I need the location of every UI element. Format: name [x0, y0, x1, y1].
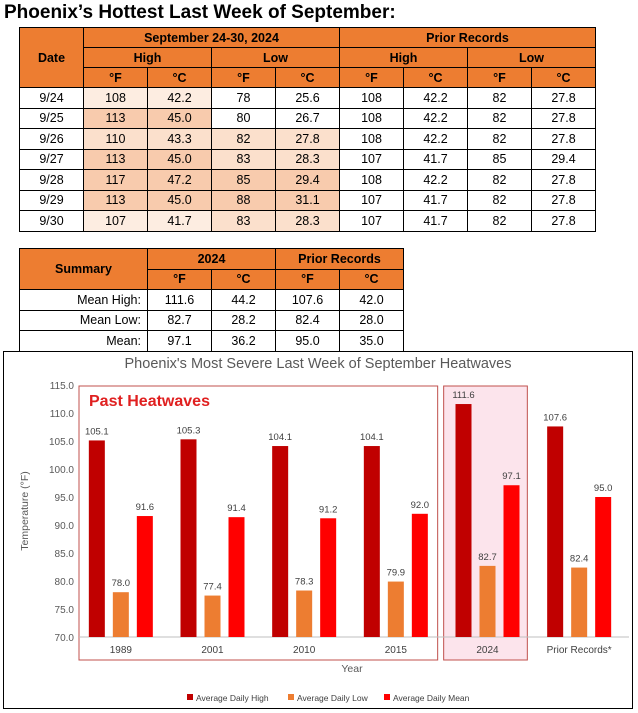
value-cell: 78	[212, 88, 276, 109]
unit-c-header: °C	[212, 269, 276, 290]
value-cell: 27.8	[532, 211, 596, 232]
summary-row	[20, 310, 404, 331]
summary-value: 36.2	[212, 331, 276, 352]
value-cell: 42.2	[404, 88, 468, 109]
summary-value: 95.0	[276, 331, 340, 352]
value-cell: 108	[340, 108, 404, 129]
legend-label: Average Daily Low	[297, 693, 368, 703]
table-row	[20, 170, 596, 191]
unit-f-header: °F	[340, 68, 404, 88]
value-cell: 41.7	[404, 190, 468, 211]
legend-label: Average Daily High	[196, 693, 269, 703]
value-cell: 82	[468, 129, 532, 150]
value-cell: 107	[340, 211, 404, 232]
bar	[456, 404, 472, 637]
value-cell: 27.8	[532, 190, 596, 211]
value-cell: 88	[212, 190, 276, 211]
x-tick-label: 1989	[109, 645, 132, 656]
summary-value: 28.0	[340, 310, 404, 331]
bar	[89, 440, 105, 637]
date-cell: 9/26	[20, 129, 84, 150]
data-label: 92.0	[410, 499, 430, 511]
data-label: 78.0	[111, 578, 131, 590]
bar	[272, 446, 288, 637]
summary-prior-header: Prior Records	[276, 249, 404, 270]
summary-value: 35.0	[340, 331, 404, 352]
unit-c-header: °C	[532, 68, 596, 88]
value-cell: 31.1	[276, 190, 340, 211]
summary-header: Summary	[20, 249, 148, 290]
bar	[480, 566, 496, 637]
high-header: High	[84, 48, 212, 68]
value-cell: 27.8	[532, 170, 596, 191]
table-row	[20, 211, 596, 232]
data-label: 82.4	[569, 553, 589, 565]
value-cell: 45.0	[148, 149, 212, 170]
value-cell: 83	[212, 211, 276, 232]
unit-f-header: °F	[84, 68, 148, 88]
value-cell: 42.2	[404, 108, 468, 129]
summary-label: Mean High:	[20, 290, 148, 311]
annotation-label: Past Heatwaves	[89, 393, 210, 410]
value-cell: 85	[468, 149, 532, 170]
summary-value: 82.7	[148, 310, 212, 331]
summary-value: 107.6	[276, 290, 340, 311]
table-row	[20, 129, 596, 150]
bar	[504, 485, 520, 637]
summary-value: 44.2	[212, 290, 276, 311]
bar	[595, 497, 611, 637]
date-cell: 9/25	[20, 108, 84, 129]
group-prior-header: Prior Records	[340, 28, 596, 48]
summary-label: Mean Low:	[20, 310, 148, 331]
value-cell: 82	[468, 108, 532, 129]
legend-swatch	[187, 694, 193, 700]
value-cell: 41.7	[404, 149, 468, 170]
bar	[296, 591, 312, 637]
value-cell: 27.8	[532, 108, 596, 129]
heatwave-bar-chart	[4, 352, 632, 708]
summary-2024-header: 2024	[148, 249, 276, 270]
y-tick-label: 85.0	[54, 549, 74, 560]
data-label: 107.6	[543, 412, 568, 424]
value-cell: 107	[84, 211, 148, 232]
page-title: Phoenix’s Hottest Last Week of September:	[4, 2, 396, 23]
date-cell: 9/30	[20, 211, 84, 232]
value-cell: 26.7	[276, 108, 340, 129]
value-cell: 110	[84, 129, 148, 150]
x-tick-label: 2024	[476, 645, 499, 656]
y-tick-label: 105.0	[48, 437, 74, 448]
value-cell: 29.4	[532, 149, 596, 170]
value-cell: 113	[84, 190, 148, 211]
y-tick-label: 95.0	[54, 493, 74, 504]
data-label: 91.4	[227, 503, 246, 515]
chart-panel	[3, 351, 633, 709]
date-cell: 9/27	[20, 149, 84, 170]
value-cell: 108	[340, 170, 404, 191]
summary-value: 28.2	[212, 310, 276, 331]
unit-f-header: °F	[276, 269, 340, 290]
bar	[547, 426, 563, 637]
value-cell: 117	[84, 170, 148, 191]
unit-c-header: °C	[404, 68, 468, 88]
data-label: 79.9	[386, 567, 406, 579]
value-cell: 41.7	[148, 211, 212, 232]
bar	[388, 582, 404, 637]
data-label: 97.1	[502, 471, 521, 483]
table-row	[20, 190, 596, 211]
value-cell: 108	[84, 88, 148, 109]
value-cell: 107	[340, 149, 404, 170]
value-cell: 107	[340, 190, 404, 211]
unit-f-header: °F	[468, 68, 532, 88]
table-row	[20, 88, 596, 109]
bar	[229, 517, 245, 637]
value-cell: 27.8	[532, 88, 596, 109]
data-label: 95.0	[593, 483, 613, 494]
y-tick-label: 115.0	[49, 381, 74, 392]
value-cell: 83	[212, 149, 276, 170]
x-tick-label: Prior Records*	[546, 645, 612, 656]
unit-c-header: °C	[148, 68, 212, 88]
legend-swatch	[384, 694, 390, 700]
summary-table	[19, 248, 404, 352]
value-cell: 108	[340, 129, 404, 150]
past-heatwaves-box	[79, 386, 438, 660]
bar	[364, 446, 380, 637]
value-cell: 80	[212, 108, 276, 129]
high-header: High	[340, 48, 468, 68]
bar	[113, 592, 129, 637]
bar	[320, 518, 336, 637]
summary-row	[20, 331, 404, 352]
value-cell: 42.2	[148, 88, 212, 109]
value-cell: 113	[84, 149, 148, 170]
legend-label: Average Daily Mean	[393, 693, 470, 703]
value-cell: 43.3	[148, 129, 212, 150]
value-cell: 29.4	[276, 170, 340, 191]
low-header: Low	[212, 48, 340, 68]
value-cell: 82	[468, 170, 532, 191]
data-label: 111.6	[452, 390, 475, 402]
x-tick-label: 2015	[384, 645, 407, 656]
summary-value: 97.1	[148, 331, 212, 352]
bar	[137, 516, 153, 637]
y-axis-label: Temperature (°F)	[19, 471, 31, 551]
data-label: 91.6	[135, 502, 155, 514]
value-cell: 28.3	[276, 211, 340, 232]
value-cell: 82	[468, 88, 532, 109]
y-tick-label: 90.0	[54, 521, 74, 532]
data-label: 104.1	[268, 432, 293, 444]
unit-c-header: °C	[340, 269, 404, 290]
value-cell: 41.7	[404, 211, 468, 232]
date-cell: 9/29	[20, 190, 84, 211]
y-tick-label: 70.0	[54, 633, 74, 644]
value-cell: 108	[340, 88, 404, 109]
value-cell: 82	[212, 129, 276, 150]
value-cell: 45.0	[148, 108, 212, 129]
data-label: 105.1	[84, 426, 109, 438]
y-tick-label: 80.0	[54, 577, 74, 588]
y-tick-label: 110.0	[49, 409, 74, 420]
summary-label: Mean:	[20, 331, 148, 352]
bar	[205, 596, 221, 637]
unit-c-header: °C	[276, 68, 340, 88]
value-cell: 27.8	[276, 129, 340, 150]
value-cell: 82	[468, 190, 532, 211]
unit-f-header: °F	[212, 68, 276, 88]
x-tick-label: 2001	[201, 645, 224, 656]
value-cell: 113	[84, 108, 148, 129]
table-row	[20, 149, 596, 170]
summary-value: 82.4	[276, 310, 340, 331]
data-label: 82.7	[478, 551, 497, 563]
table-row	[20, 108, 596, 129]
bar	[412, 514, 428, 637]
data-label: 91.2	[318, 504, 338, 516]
y-tick-label: 75.0	[54, 605, 74, 616]
low-header: Low	[468, 48, 596, 68]
value-cell: 42.2	[404, 129, 468, 150]
value-cell: 85	[212, 170, 276, 191]
legend-swatch	[288, 694, 294, 700]
bar	[571, 568, 587, 637]
summary-value: 42.0	[340, 290, 404, 311]
summary-value: 111.6	[148, 290, 212, 311]
unit-f-header: °F	[148, 269, 212, 290]
group-2024-header: September 24-30, 2024	[84, 28, 340, 48]
bar	[181, 439, 197, 637]
date-cell: 9/24	[20, 88, 84, 109]
value-cell: 25.6	[276, 88, 340, 109]
daily-temperature-table	[19, 27, 596, 232]
date-header: Date	[20, 28, 84, 88]
date-cell: 9/28	[20, 170, 84, 191]
chart-title: Phoenix's Most Severe Last Week of September Heatwaves	[124, 356, 512, 372]
data-label: 78.3	[294, 576, 314, 588]
value-cell: 28.3	[276, 149, 340, 170]
value-cell: 47.2	[148, 170, 212, 191]
data-label: 104.1	[359, 432, 384, 444]
value-cell: 82	[468, 211, 532, 232]
value-cell: 45.0	[148, 190, 212, 211]
value-cell: 42.2	[404, 170, 468, 191]
value-cell: 27.8	[532, 129, 596, 150]
y-tick-label: 100.0	[48, 465, 74, 476]
data-label: 105.3	[176, 425, 201, 437]
summary-row	[20, 290, 404, 311]
x-tick-label: 2010	[293, 645, 316, 656]
data-label: 77.4	[203, 581, 222, 593]
x-axis-label: Year	[341, 663, 363, 675]
